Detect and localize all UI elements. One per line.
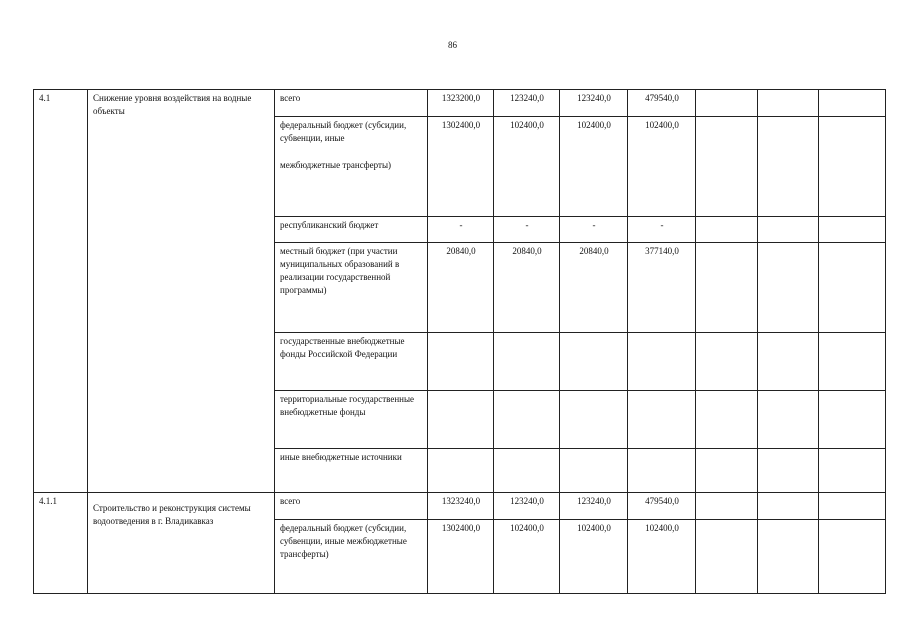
value-cell: 102400,0	[628, 520, 696, 594]
empty-cell	[696, 391, 758, 449]
table-row	[34, 90, 886, 117]
empty-cell	[696, 449, 758, 493]
empty-cell	[696, 117, 758, 217]
value-cell	[628, 333, 696, 391]
value-cell: 102400,0	[560, 117, 628, 217]
empty-cell	[758, 391, 819, 449]
empty-cell	[758, 333, 819, 391]
empty-cell	[758, 493, 819, 520]
empty-cell	[758, 449, 819, 493]
funding-source: государственные внебюджетные фонды Российской Федерации	[275, 333, 428, 391]
empty-cell	[758, 243, 819, 333]
empty-cell	[819, 391, 886, 449]
funding-source: республиканский бюджет	[275, 217, 428, 243]
value-cell: 123240,0	[560, 90, 628, 117]
empty-cell	[696, 333, 758, 391]
funding-source: иные внебюджетные источники	[275, 449, 428, 493]
value-cell	[428, 449, 494, 493]
empty-cell	[758, 520, 819, 594]
value-cell	[560, 333, 628, 391]
empty-cell	[819, 117, 886, 217]
section-name: Снижение уровня воздействия на водные объекты	[88, 90, 275, 493]
empty-cell	[696, 217, 758, 243]
funding-source: всего	[275, 90, 428, 117]
value-cell: 102400,0	[494, 117, 560, 217]
funding-source: федеральный бюджет (субсидии, субвенции, иные межбюджетные трансферты)	[275, 520, 428, 594]
value-cell: -	[494, 217, 560, 243]
empty-cell	[819, 243, 886, 333]
empty-cell	[819, 493, 886, 520]
value-cell: 1302400,0	[428, 520, 494, 594]
value-cell: -	[428, 217, 494, 243]
funding-source: территориальные государственные внебюджетные фонды	[275, 391, 428, 449]
section-name: Строительство и реконструкция системы водоотведения в г. Владикавказ	[88, 493, 275, 594]
value-cell	[428, 391, 494, 449]
value-cell: 377140,0	[628, 243, 696, 333]
section-code: 4.1	[34, 90, 88, 493]
value-cell: 20840,0	[494, 243, 560, 333]
value-cell: -	[628, 217, 696, 243]
empty-cell	[819, 217, 886, 243]
value-cell: 102400,0	[628, 117, 696, 217]
empty-cell	[758, 117, 819, 217]
empty-cell	[758, 90, 819, 117]
funding-source-line: межбюджетные трансферты)	[280, 160, 391, 170]
value-cell: 123240,0	[494, 90, 560, 117]
value-cell: 479540,0	[628, 493, 696, 520]
funding-table	[33, 89, 886, 594]
value-cell: -	[560, 217, 628, 243]
value-cell: 123240,0	[494, 493, 560, 520]
empty-cell	[758, 217, 819, 243]
value-cell	[628, 449, 696, 493]
table-row	[34, 493, 886, 520]
value-cell: 20840,0	[560, 243, 628, 333]
empty-cell	[696, 90, 758, 117]
value-cell: 1302400,0	[428, 117, 494, 217]
value-cell	[494, 333, 560, 391]
section-code: 4.1.1	[34, 493, 88, 594]
page-number: 86	[448, 40, 457, 50]
value-cell: 102400,0	[560, 520, 628, 594]
value-cell	[560, 391, 628, 449]
value-cell	[628, 391, 696, 449]
value-cell: 20840,0	[428, 243, 494, 333]
empty-cell	[819, 449, 886, 493]
value-cell	[560, 449, 628, 493]
value-cell	[494, 449, 560, 493]
value-cell	[428, 333, 494, 391]
value-cell	[494, 391, 560, 449]
empty-cell	[819, 520, 886, 594]
funding-source: местный бюджет (при участии муниципальных образований в реализации государственной программы)	[275, 243, 428, 333]
value-cell: 123240,0	[560, 493, 628, 520]
funding-source: всего	[275, 493, 428, 520]
empty-cell	[819, 333, 886, 391]
value-cell: 102400,0	[494, 520, 560, 594]
empty-cell	[819, 90, 886, 117]
value-cell: 1323200,0	[428, 90, 494, 117]
value-cell: 479540,0	[628, 90, 696, 117]
value-cell: 1323240,0	[428, 493, 494, 520]
empty-cell	[696, 243, 758, 333]
empty-cell	[696, 520, 758, 594]
funding-source	[275, 117, 428, 217]
empty-cell	[696, 493, 758, 520]
funding-source-line: федеральный бюджет (субсидии, субвенции, иные	[280, 120, 407, 143]
